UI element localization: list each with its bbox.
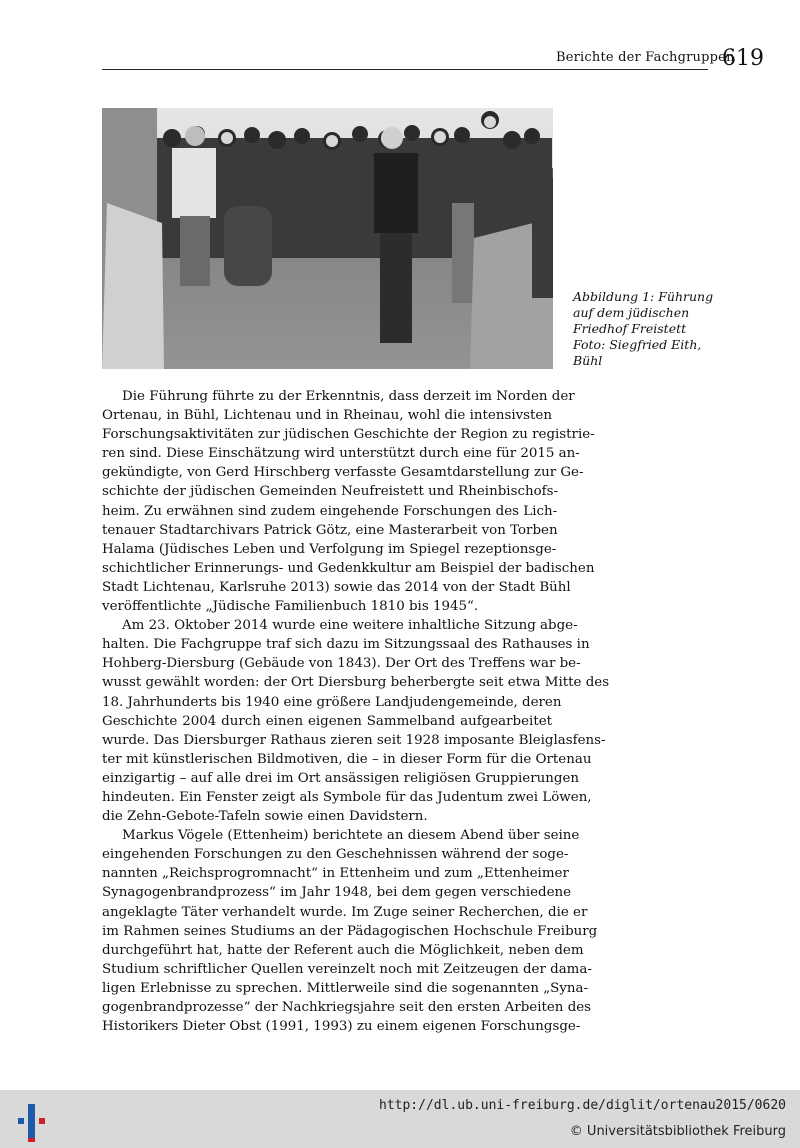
text-line: Studium schriftlicher Quellen vereinzelt noch mit Zeitzeugen der dama- [102,961,592,977]
text-line: ren sind. Diese Einschätzung wird unterstützt durch eine für 2015 an- [102,446,580,462]
library-logo-icon [14,1100,50,1144]
paragraph-2 [102,616,610,826]
text-line: ligen Erlebnisse zu sprechen. Mittlerweile sind die sogenannten „Syna- [102,980,589,996]
source-url-link[interactable]: http://dl.ub.uni-freiburg.de/diglit/ortenau2015/0620 [379,1098,786,1113]
text-line: wusst gewählt worden: der Ort Diersburg beherbergte seit etwa Mitte des [102,675,610,691]
running-head: Berichte der Fachgruppen [556,50,735,65]
paragraph-3 [102,826,598,1036]
text-line: tenauer Stadtarchivars Patrick Götz, eine Masterarbeit von Torben [102,522,558,538]
text-line: nannten „Reichsprogromnacht“ in Ettenheim und zum „Ettenheimer [102,866,569,882]
text-line: gogenbrandprozesse“ der Nachkriegsjahre seit den ersten Arbeiten des [102,1000,592,1015]
footer-bar [0,1090,800,1148]
text-line: Stadt Lichtenau, Karlsruhe 2013) sowie das 2014 von der Stadt Bühl [102,579,571,595]
text-line: gekündigte, von Gerd Hirschberg verfasste Gesamtdarstellung zur Ge- [102,465,584,481]
text-line: Synagogenbrandprozess“ im Jahr 1948, bei dem gegen verschiedene [102,885,572,901]
caption-line: Abbildung 1: Führung [573,289,714,304]
text-line: Forschungsaktivitäten zur jüdischen Geschichte der Region zu registrie- [102,427,595,443]
text-line: Hohberg-Diersburg (Gebäude von 1843). Der Ort des Treffens war be- [102,656,581,672]
page-number: 619 [722,46,764,71]
figure-photo [102,108,553,369]
body-text [102,387,610,1036]
text-line: wurde. Das Diersburger Rathaus zieren seit 1928 imposante Bleiglasfens- [102,732,606,748]
text-line: angeklagte Täter verhandelt wurde. Im Zuge seiner Recherchen, die er [102,904,588,920]
caption-line: auf dem jüdischen [573,305,690,320]
text-line: eingehenden Forschungen zu den Geschehnissen während der soge- [102,847,569,863]
text-line: Markus Vögele (Ettenheim) berichtete an diesem Abend über seine [122,828,580,844]
caption-line: Foto: Siegfried Eith, [573,337,702,352]
paragraph-1 [102,387,595,616]
text-line: schichte der jüdischen Gemeinden Neufreistett und Rheinbischofs- [102,484,558,500]
text-line: hindeuten. Ein Fenster zeigt als Symbole für das Judentum zwei Löwen, [102,789,592,805]
text-line: Am 23. Oktober 2014 wurde eine weitere inhaltliche Sitzung abge- [122,618,578,634]
text-line: Ortenau, in Bühl, Lichtenau und in Rheinau, wohl die intensivsten [102,408,552,424]
text-line: die Zehn-Gebote-Tafeln sowie einen Davidstern. [102,809,428,825]
text-line: Die Führung führte zu der Erkenntnis, dass derzeit im Norden der [122,389,575,404]
text-line: heim. Zu erwähnen sind zudem eingehende Forschungen des Lich- [102,503,558,519]
header-rule [102,69,708,70]
text-line: einzigartig – auf alle drei im Ort ansässigen religiösen Gruppierungen [102,770,580,786]
caption-line: Bühl [573,353,603,368]
text-line: Halama (Jüdisches Leben und Verfolgung im Spiegel rezeptionsge- [102,541,557,557]
text-line: Historikers Dieter Obst (1991, 1993) zu einem eigenen Forschungsge- [102,1019,581,1035]
text-line: veröffentlichte „Jüdische Familienbuch 1810 bis 1945“. [102,599,479,615]
text-line: ter mit künstlerischen Bildmotiven, die – in dieser Form für die Ortenau [102,751,592,767]
text-line: halten. Die Fachgruppe traf sich dazu im Sitzungssaal des Rathauses in [102,637,590,653]
text-line: im Rahmen seines Studiums an der Pädagogischen Hochschule Freiburg [102,923,598,939]
caption-line: Friedhof Freistett [573,321,687,336]
copyright-text: © Universitätsbibliothek Freiburg [569,1124,786,1139]
text-line: Geschichte 2004 durch einen eigenen Sammelband aufgearbeitet [102,713,552,729]
text-line: durchgeführt hat, hatte der Referent auch die Möglichkeit, neben dem [102,942,584,958]
figure-caption [573,289,723,369]
text-line: 18. Jahrhunderts bis 1940 eine größere Landjudengemeinde, deren [102,694,562,710]
text-line: schichtlicher Erinnerungs- und Gedenkkultur am Beispiel der badischen [102,560,595,576]
